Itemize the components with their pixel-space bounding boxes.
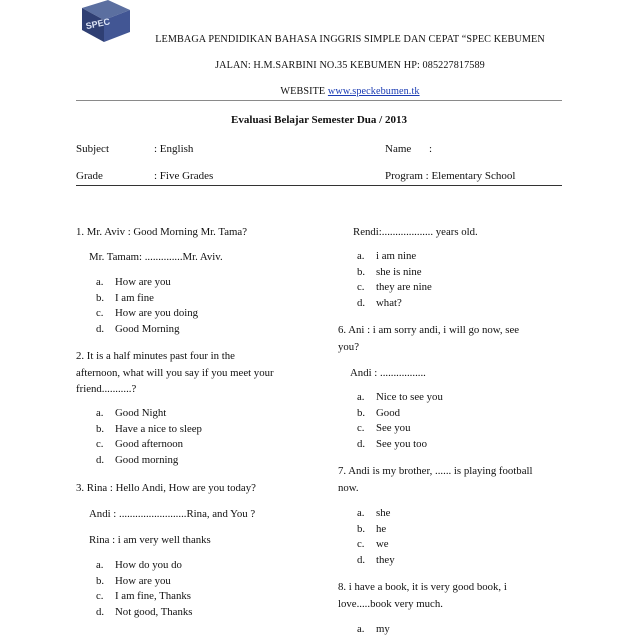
question-6: 6. Ani : i am sorry andi, i will go now, see you?: [338, 324, 520, 353]
option-c: c. they are nine: [357, 281, 432, 294]
option-b: b. Good: [357, 406, 400, 419]
option-a: a. she: [357, 507, 391, 519]
option-d: d. Not good, Thanks: [96, 605, 193, 618]
option-b: b. Have a nice to sleep: [96, 422, 202, 435]
question-6-dialog: Andi : .................: [350, 367, 426, 379]
header-divider: [76, 100, 562, 101]
option-a: a. Good Night: [96, 407, 167, 419]
option-d: d. they: [357, 553, 395, 566]
question-7: 7. Andi is my brother, ...... is playing football now.: [338, 465, 533, 494]
question-1-dialog: Mr. Tamam: ..............Mr. Aviv.: [89, 251, 223, 263]
option-c: c. we: [357, 538, 389, 551]
option-a: a. How are you: [96, 276, 171, 288]
option-d: d. what?: [357, 296, 402, 309]
option-a: a. How do you do: [96, 559, 182, 571]
option-a: a. my: [357, 623, 390, 635]
question-1-options: [96, 275, 198, 337]
option-d: d. Good morning: [96, 453, 179, 466]
website-label: WEBSITE: [280, 86, 326, 97]
question-3-dialog-2: Rina : i am very well thanks: [89, 534, 211, 546]
subject-label: Subject: [76, 143, 109, 155]
question-1: 1. Mr. Aviv : Good Morning Mr. Tama?: [76, 226, 247, 238]
option-b: b. she is nine: [357, 265, 422, 278]
grade-value: : Five Grades: [154, 170, 214, 182]
institution-website: [100, 86, 600, 97]
grade-label: Grade: [76, 170, 103, 182]
website-link[interactable]: www.speckebumen.tk: [327, 86, 420, 97]
page-title: Evaluasi Belajar Semester Dua / 2013: [231, 114, 407, 126]
question-2-options: [96, 406, 202, 468]
option-a: a. Nice to see you: [357, 391, 443, 403]
question-3-dialog-1: Andi : .........................Rina, and You ?: [89, 508, 256, 520]
question-3-options: [96, 558, 192, 620]
question-6-options: [357, 390, 443, 452]
meta-divider: [76, 185, 562, 186]
question-7-options: [357, 506, 395, 568]
question-8: 8. i have a book, it is very good book, i love.....book very much.: [338, 581, 507, 610]
option-c: c. Good afternoon: [96, 438, 184, 451]
option-b: b. he: [357, 522, 387, 535]
program-label: Program : Elementary School: [385, 170, 516, 182]
option-c: c. How are you doing: [96, 307, 199, 320]
subject-value: : English: [154, 143, 194, 155]
question-4-dialog: Rendi:................... years old.: [353, 226, 478, 238]
institution-name: LEMBAGA PENDIDIKAN BAHASA INGGRIS SIMPLE DAN CEPAT “SPEC KEBUMEN: [155, 34, 545, 45]
option-d: d. See you too: [357, 437, 427, 450]
name-label: Name: [385, 143, 412, 155]
option-d: d. Good Morning: [96, 322, 180, 335]
institution-address: JALAN: H.M.SARBINI NO.35 KEBUMEN HP: 085227817589: [215, 60, 485, 71]
option-b: b. How are you: [96, 574, 171, 587]
option-b: b. I am fine: [96, 291, 154, 304]
option-c: c. I am fine, Thanks: [96, 590, 191, 603]
question-4-options: [357, 249, 432, 311]
question-2: 2. It is a half minutes past four in the afternoon, what will you say if you meet your friend...........?: [76, 350, 274, 395]
logo-text: SPEC: [84, 16, 111, 32]
option-a: a. i am nine: [357, 250, 417, 262]
question-3: 3. Rina : Hello Andi, How are you today?: [76, 482, 256, 494]
option-c: c. See you: [357, 422, 411, 435]
name-value: :: [429, 143, 433, 155]
